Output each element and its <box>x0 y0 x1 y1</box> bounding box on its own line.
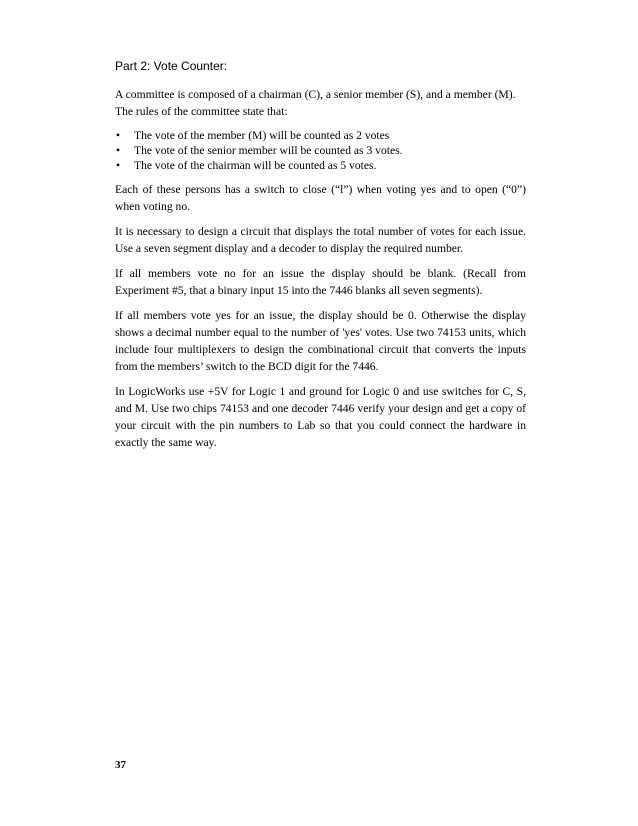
logicworks-paragraph: In LogicWorks use +5V for Logic 1 and ground for Logic 0 and use switches for C, S, and M. Use two chips 74153 and one decoder 7446 verify your design and get a copy of your circuit with the pin numbers to Lab so that you could connect the hardware in exactly the same way. <box>115 385 526 449</box>
page-number: 37 <box>115 759 126 771</box>
decimal-display-paragraph: If all members vote yes for an issue, the display should be 0. Otherwise the display shows a decimal number equal to the number of 'yes' votes. Use two 74153 units, which include four multiplexers to design the combinational circuit that converts the inputs from the members’ switch to the BCD digit for the 7446. <box>115 309 526 373</box>
blank-display-paragraph: If all members vote no for an issue the display should be blank. (Recall from Experiment #5, that a binary input 15 into the 7446 blanks all seven segments). <box>115 267 526 297</box>
document-page <box>115 58 526 459</box>
list-item-text: The vote of the member (M) will be counted as 2 votes <box>134 129 390 142</box>
bullet-glyph: • <box>116 144 121 157</box>
list-item <box>115 158 526 173</box>
section-heading: Part 2: Vote Counter: <box>115 59 228 73</box>
bullet-glyph: • <box>116 129 121 142</box>
list-item-text: The vote of the chairman will be counted as 5 votes. <box>134 159 377 172</box>
design-paragraph: It is necessary to design a circuit that displays the total number of votes for each issue. Use a seven segment display and a decoder to display the required number. <box>115 225 526 255</box>
intro-paragraph: A committee is composed of a chairman (C), a senior member (S), and a member (M). The rules of the committee state that: <box>115 88 516 118</box>
switch-paragraph: Each of these persons has a switch to close (“l”) when voting yes and to open (“0”) when voting no. <box>115 183 526 213</box>
list-item <box>115 128 526 143</box>
list-item-text: The vote of the senior member will be counted as 3 votes. <box>134 144 403 157</box>
bullet-glyph: • <box>116 159 121 172</box>
vote-rules-list <box>115 128 526 173</box>
list-item <box>115 143 526 158</box>
